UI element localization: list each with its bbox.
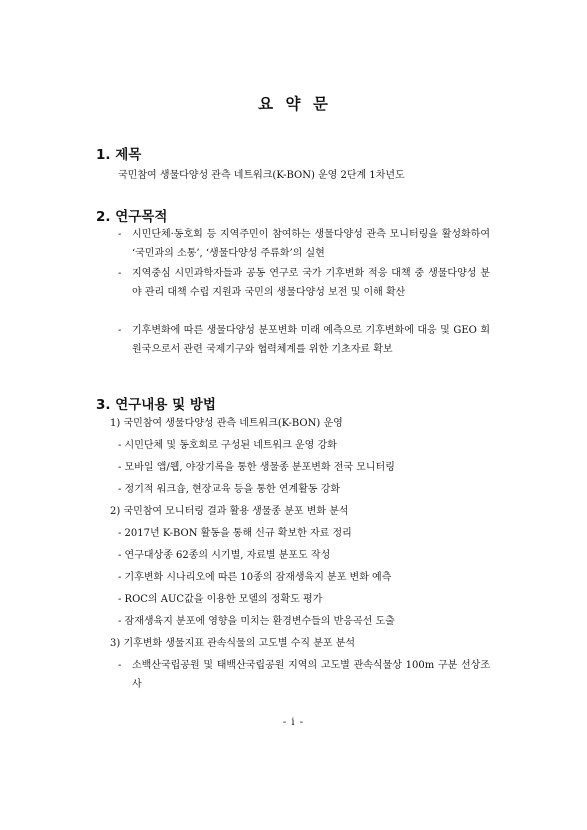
section-3-subheading: 1) 국민참여 생물다양성 관측 네트워크(K-BON) 운영 <box>110 418 343 429</box>
section-1-text: 국민참여 생물다양성 관측 네트워크(K-BON) 운영 2단계 1차년도 <box>118 170 405 181</box>
section-3-bullet: 소백산국립공원 및 태백산국립공원 지역의 고도별 관속식물상 100m 구분 선상조사 <box>132 660 490 690</box>
section-3-subheading: 3) 기후변화 생물지표 관속식물의 고도별 수직 분포 분석 <box>110 638 356 649</box>
section-3-heading: 3. 연구내용 및 방법 <box>96 397 216 413</box>
section-3-bullet: - 잠재생육지 분포에 영향을 미치는 환경변수들의 반응곡선 도출 <box>118 616 395 627</box>
section-2-heading: 2. 연구목적 <box>96 209 168 225</box>
section-2-bullet: 시민단체·동호회 등 지역주민이 참여하는 생물다양성 관측 모니터링을 활성화하여 ‘국민과의 소통’, ‘생물다양성 주류화’의 실현 <box>132 229 490 259</box>
section-3-bullet: - 모바일 앱/웹, 야장기록을 통한 생물종 분포변화 전국 모니터링 <box>118 462 395 473</box>
page-number: - i - <box>282 717 305 728</box>
section-3-bullet: - 정기적 워크숍, 현장교육 등을 통한 연계활동 강화 <box>118 484 341 495</box>
section-3-bullet: - ROC의 AUC값을 이용한 모델의 정확도 평가 <box>118 594 323 605</box>
section-3-bullet: - 시민단체 및 동호회로 구성된 네트워크 운영 강화 <box>118 440 337 451</box>
bullet-dash: - <box>118 660 122 671</box>
bullet-dash: - <box>118 229 122 240</box>
section-1-heading: 1. 제목 <box>96 147 142 163</box>
bullet-dash: - <box>118 268 122 279</box>
section-2-bullet: 지역중심 시민과학자들과 공동 연구로 국가 기후변화 적응 대책 중 생물다양성 분야 관리 대책 수립 지원과 국민의 생물다양성 보전 및 이해 확산 <box>132 268 490 298</box>
section-3-bullet: - 2017년 K-BON 활동을 통해 신규 확보한 자료 정리 <box>118 528 352 539</box>
section-3-bullet: - 기후변화 시나리오에 따른 10종의 잠재생육지 분포 변화 예측 <box>118 572 392 583</box>
section-2-bullet: 기후변화에 따른 생물다양성 분포변화 미래 예측으로 기후변화에 대응 및 GEO 회원국으로서 관련 국제기구와 협력체계를 위한 기초자료 확보 <box>132 325 490 355</box>
section-3-bullet: - 연구대상종 62종의 시기별, 자료별 분포도 작성 <box>118 550 331 561</box>
bullet-dash: - <box>118 325 122 336</box>
page-title: 요 약 문 <box>258 95 329 113</box>
section-3-subheading: 2) 국민참여 모니터링 결과 활용 생물종 분포 변화 분석 <box>110 506 349 517</box>
